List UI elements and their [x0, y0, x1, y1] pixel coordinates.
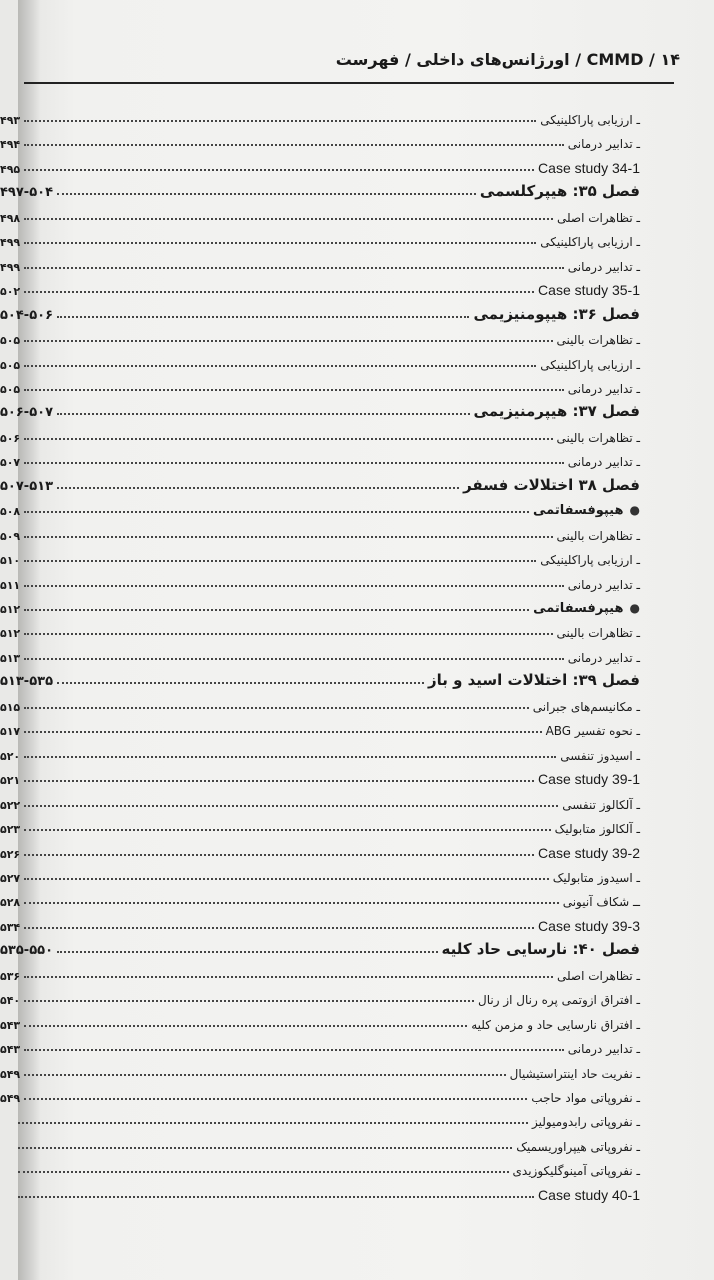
toc-entry-title: فصل ۳۶: هیپومنیزیمی — [473, 304, 640, 323]
dot-leader — [24, 1073, 505, 1076]
toc-page-number: ۵۰۵ — [0, 334, 21, 348]
toc-page-number: ۵۴۹ — [0, 1092, 21, 1105]
dot-leader — [24, 1024, 467, 1027]
toc-page-number: ۵۲۱ — [0, 774, 21, 788]
dot-leader — [24, 755, 556, 758]
dot-leader — [24, 339, 552, 342]
toc-entry-title: فصل ۳۹: اختلالات اسید و باز — [427, 671, 640, 690]
toc-entry-title: Case study 35-1 — [538, 282, 640, 299]
toc-page-number: ۵۲۸ — [0, 896, 21, 910]
toc-entry-title: ـ ارزیابی پاراکلینیکی — [540, 113, 640, 127]
toc-page-number: ۵۱۳-۵۳۵ — [0, 674, 54, 690]
dot-leader — [24, 1097, 527, 1100]
toc-page-number: ۵۰۵ — [0, 382, 21, 396]
toc-page-number: ۵۳۴ — [0, 920, 21, 934]
toc-page-number: ۵۳۶ — [0, 969, 21, 983]
dot-leader — [24, 657, 564, 660]
dot-leader — [24, 926, 534, 929]
toc-item — [0, 127, 640, 151]
dot-leader — [24, 975, 553, 978]
toc-chapter — [0, 665, 640, 689]
toc-page-number: ۵۴۳ — [0, 1018, 21, 1032]
toc-entry-title: ـ تدابیر درمانی — [567, 577, 640, 592]
dot-leader — [24, 1048, 564, 1051]
toc-item — [0, 1057, 640, 1081]
toc-item — [0, 861, 640, 885]
toc-item — [0, 201, 640, 225]
toc-item — [0, 885, 640, 909]
toc-item — [0, 1105, 640, 1129]
toc-entry-title: ـ مکانیسم‌های جبرانی — [532, 699, 640, 714]
toc-page-number: ۴۹۷-۵۰۴ — [0, 185, 54, 201]
toc-item — [0, 250, 640, 274]
toc-page-number: ۵۰۴-۵۰۶ — [0, 307, 54, 323]
toc-item — [0, 959, 640, 983]
toc-item — [0, 739, 640, 763]
toc-case-study — [0, 837, 640, 861]
toc-page-number: ۵۲۷ — [0, 871, 21, 885]
toc-item — [0, 543, 640, 567]
dot-leader — [57, 950, 437, 953]
toc-entry-title: Case study 39-3 — [538, 917, 640, 934]
toc-entry-title: ـ افتراق ازوتمی پره رنال از رنال — [478, 993, 640, 1008]
toc-page-number: ۵۳۵-۵۵۰ — [0, 943, 54, 959]
dot-leader — [24, 143, 564, 146]
toc-entry-title: ـ اسیدوز تنفسی — [560, 748, 640, 763]
dot-leader — [24, 877, 549, 880]
toc-page-number: ۵۲۰ — [0, 749, 21, 763]
toc-page-number: ۵۰۸ — [0, 505, 21, 519]
toc-entry-title: ● هیپرفسفاتمی — [529, 601, 640, 616]
dot-leader — [24, 779, 534, 782]
toc-item — [0, 788, 640, 812]
toc-item — [0, 690, 640, 714]
dot-leader — [24, 241, 536, 244]
toc-entry-title: ـ ارزیابی پاراکلینیکی — [540, 553, 640, 568]
dot-leader — [24, 266, 564, 269]
toc-entry-title: ـ تدابیر درمانی — [567, 259, 640, 274]
toc-chapter — [0, 396, 640, 420]
toc-entry-title: ـ اسیدوز متابولیک — [552, 870, 640, 885]
toc-entry-title: ـ نحوه تفسیر ABG — [545, 724, 640, 739]
toc-entry-title: فصل ۴۰: نارسایی حاد کلیه — [441, 940, 640, 959]
toc-entry-title: ـ تظاهرات بالینی — [556, 333, 640, 348]
toc-item — [0, 1008, 640, 1032]
toc-page-number: ۵۱۱ — [0, 578, 21, 592]
toc-entry-title: ـ نفروپاتی رابدومیولیز — [531, 1115, 640, 1130]
toc-entry-title: ـ تظاهرات اصلی — [556, 968, 640, 983]
toc-item — [0, 641, 640, 665]
toc-page-number: ۵۰۷ — [0, 456, 21, 470]
toc-item — [0, 103, 640, 127]
dot-leader — [24, 217, 553, 220]
toc-entry-title: ـ تدابیر درمانی — [567, 1042, 640, 1057]
toc-page-number: ۵۱۳ — [0, 651, 21, 665]
toc-entry-title: ـ تظاهرات بالینی — [556, 626, 640, 641]
toc-page-number: ۵۱۵ — [0, 700, 21, 714]
dot-leader — [24, 535, 552, 538]
dot-leader — [24, 559, 536, 562]
toc-entry-title: Case study 40-1 — [538, 1186, 640, 1203]
dot-leader — [24, 364, 536, 367]
toc-item — [0, 225, 640, 249]
toc-page-number: ۴۹۹ — [0, 260, 21, 274]
toc-entry-title: Case study 39-2 — [538, 844, 640, 861]
toc-page-number: ۵۱۲ — [0, 603, 21, 616]
toc-item — [0, 421, 640, 445]
toc-case-study — [0, 1179, 640, 1203]
toc-page-number: ۴۹۸ — [0, 211, 21, 225]
dot-leader — [57, 192, 476, 195]
toc-item — [0, 348, 640, 372]
dot-leader — [24, 290, 534, 293]
toc-entry-title: فصل ۳۸ اختلالات فسفر — [463, 475, 640, 494]
toc-entry-title: ـ تدابیر درمانی — [567, 137, 640, 152]
toc-case-study — [0, 152, 640, 176]
dot-leader — [24, 119, 536, 122]
toc-item — [0, 372, 640, 396]
toc-page-number: ۵۴۳ — [0, 1043, 21, 1057]
toc-chapter — [0, 299, 640, 323]
dot-leader — [24, 706, 529, 709]
toc-entry-title: ـ تدابیر درمانی — [567, 381, 640, 396]
toc-chapter — [0, 176, 640, 200]
toc-page-number: ۵۰۶-۵۰۷ — [0, 405, 54, 421]
toc-page-number: ۵۴۰ — [0, 994, 21, 1008]
dot-leader — [18, 1146, 512, 1149]
toc-page-number: ۵۰۹ — [0, 529, 21, 543]
dot-leader — [24, 632, 552, 635]
toc-item — [0, 616, 640, 640]
toc-subheading — [0, 494, 640, 518]
toc-chapter — [0, 470, 640, 494]
toc-page-number: ۵۰۷-۵۱۳ — [0, 478, 54, 494]
dot-leader — [24, 828, 551, 831]
toc-item — [0, 714, 640, 738]
dot-leader — [18, 1170, 509, 1173]
dot-leader — [24, 999, 474, 1002]
dot-leader — [18, 1195, 534, 1198]
toc-page-number: ۴۹۴ — [0, 138, 21, 152]
toc-page-number: ۴۹۹ — [0, 236, 21, 250]
dot-leader — [57, 412, 470, 415]
toc-entry-title: ـ تظاهرات بالینی — [556, 528, 640, 543]
toc-entry-title: ــ شکاف آنیونی — [562, 895, 640, 910]
toc-entry-title: ـ تدابیر درمانی — [567, 650, 640, 665]
toc-page-number: ۵۱۷ — [0, 725, 21, 739]
dot-leader — [24, 901, 559, 904]
dot-leader — [24, 437, 552, 440]
toc-item — [0, 983, 640, 1007]
toc-entry-title: ـ نفروپاتی مواد حاجب — [531, 1091, 640, 1105]
toc-page-number: ۵۴۹ — [0, 1067, 21, 1081]
toc-entry-title: ● هیپوفسفاتمی — [529, 503, 640, 518]
dot-leader — [24, 510, 529, 513]
dot-leader — [18, 1121, 528, 1124]
toc-entry-title: ـ ارزیابی پاراکلینیکی — [540, 357, 640, 372]
dot-leader — [24, 608, 529, 611]
toc-entry-title: ـ تدابیر درمانی — [567, 455, 640, 470]
running-header: CMMD / ۱۴ / اورژانس‌های داخلی / فهرست — [335, 50, 680, 69]
toc-entry-title: Case study 39-1 — [538, 771, 640, 788]
toc-page-number: ۵۰۵ — [0, 358, 21, 372]
toc-page-number: ۴۹۵ — [0, 162, 21, 176]
toc-entry-title: ـ آلکالوز متابولیک — [554, 822, 640, 837]
toc-entry-title: ـ افتراق نارسایی حاد و مزمن کلیه — [471, 1017, 640, 1032]
toc-entry-title: ـ نفروپاتی آمینوگلیکوزیدی — [512, 1164, 640, 1179]
toc-entry-title: ـ تظاهرات بالینی — [556, 430, 640, 445]
toc-page-number: ۵۱۰ — [0, 554, 21, 568]
toc-page-number: ۵۰۲ — [0, 285, 21, 299]
toc-entry-title: ـ تظاهرات اصلی — [556, 210, 640, 225]
toc-page-number: ۵۲۶ — [0, 847, 21, 861]
toc-page-number: ۵۲۳ — [0, 823, 21, 837]
toc-item — [0, 1130, 640, 1154]
dot-leader — [57, 681, 424, 684]
dot-leader — [24, 804, 558, 807]
toc-chapter — [0, 934, 640, 958]
toc-item — [0, 519, 640, 543]
dot-leader — [24, 584, 564, 587]
toc-page-number: ۵۰۶ — [0, 431, 21, 445]
toc-page-number: ۵۱۲ — [0, 627, 21, 641]
dot-leader — [57, 315, 469, 318]
toc-case-study — [0, 910, 640, 934]
toc-entry-title: ـ نفریت حاد اینتراستیشیال — [509, 1066, 640, 1081]
dot-leader — [24, 461, 564, 464]
toc-item — [0, 323, 640, 347]
toc-entry-title: Case study 34-1 — [538, 159, 640, 176]
toc-entry-title: ـ ارزیابی پاراکلینیکی — [540, 235, 640, 250]
toc-entry-title: فصل ۳۵: هیپرکلسمی — [479, 182, 640, 201]
toc-item — [0, 1154, 640, 1178]
toc-page-number: ۴۹۳ — [0, 114, 21, 127]
toc-item — [0, 568, 640, 592]
toc-item — [0, 812, 640, 836]
toc-entry-title: ـ نفروپاتی هیپراوریسمیک — [516, 1139, 640, 1154]
toc-item — [0, 1032, 640, 1056]
dot-leader — [24, 168, 534, 171]
toc-case-study — [0, 763, 640, 787]
toc-subheading — [0, 592, 640, 616]
toc-item — [0, 445, 640, 469]
dot-leader — [24, 853, 534, 856]
toc-item — [0, 1081, 640, 1105]
dot-leader — [57, 486, 459, 489]
toc-entry-title: ـ آلکالوز تنفسی — [562, 797, 640, 812]
toc-entry-title: فصل ۳۷: هیپرمنیزیمی — [473, 402, 640, 421]
toc-case-study — [0, 274, 640, 298]
dot-leader — [24, 388, 564, 391]
toc-page-number: ۵۲۲ — [0, 798, 21, 812]
dot-leader — [24, 730, 541, 733]
